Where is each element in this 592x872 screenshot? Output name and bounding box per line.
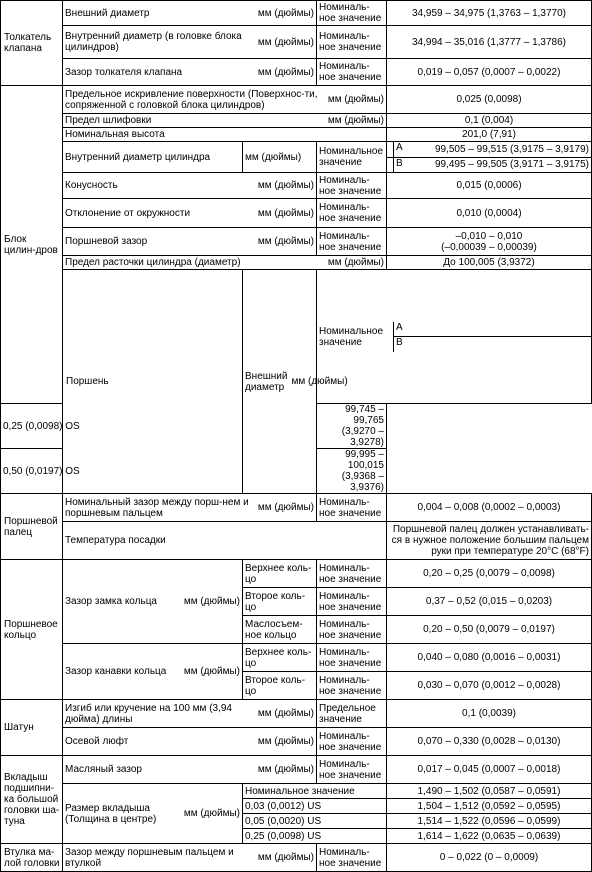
value-cell: 0,1 (0,0039) xyxy=(387,700,592,728)
table-row xyxy=(1,494,592,522)
table-row xyxy=(1,644,592,672)
units-label: мм (дюймы) xyxy=(327,257,384,268)
ring-type-label: Второе коль-цо xyxy=(243,672,317,700)
param-cell xyxy=(63,560,243,644)
param-label: Поршневой зазор xyxy=(65,236,148,247)
condition-label: Номиналь-ное значение xyxy=(317,59,387,86)
condition-label: Номинальное значение xyxy=(243,784,387,799)
param-label: Зазор канавки кольца xyxy=(65,666,167,677)
param-cell xyxy=(63,199,317,228)
table-row xyxy=(1,26,592,59)
table-row xyxy=(1,560,592,588)
param-cell xyxy=(63,59,317,86)
param-label: Внутренний диаметр (в головке блока цилиндров) xyxy=(65,31,242,53)
units-label: мм (дюймы) xyxy=(327,94,384,105)
group-label: Блок цилин-дров xyxy=(1,86,63,404)
param-label: Зазор замка кольца xyxy=(65,596,157,607)
units-label: мм (дюймы) xyxy=(257,736,314,747)
param-cell xyxy=(63,228,317,256)
value-cell: 0,010 (0,0004) xyxy=(387,199,592,228)
group-label: Поршень xyxy=(63,270,243,494)
ring-type-label: Второе коль-цо xyxy=(243,588,317,616)
units-label: мм (дюймы) xyxy=(327,115,384,126)
value-cell: 0,070 – 0,330 (0,0028 – 0,0130) xyxy=(387,728,592,756)
undersize-label: 0,25 (0,0098) US xyxy=(243,829,387,844)
value-cell: 1,614 – 1,622 (0,0635 – 0,0639) xyxy=(387,829,592,844)
param-cell xyxy=(243,270,348,494)
units-label: мм (дюймы) xyxy=(257,236,314,247)
table-row xyxy=(1,128,592,142)
units-label: мм (дюймы) xyxy=(257,502,314,513)
condition-label: Номиналь-ное значение xyxy=(317,616,387,644)
value-cell: 0,1 (0,004) xyxy=(387,114,592,128)
param-label: Зазор толкателя клапана xyxy=(65,66,183,78)
table-row xyxy=(1,728,592,756)
units-label: мм (дюймы) xyxy=(291,376,348,387)
table-row xyxy=(1,173,592,199)
units-label: мм (дюймы) xyxy=(183,596,240,607)
table-row xyxy=(1,756,592,784)
ring-type-label: Маслосъем-ное кольцо xyxy=(243,616,317,644)
param-cell xyxy=(63,756,317,784)
value-cell: 0,025 (0,0098) xyxy=(387,86,592,114)
param-cell xyxy=(63,256,387,270)
param-label: Предел расточки цилиндра (диаметр) xyxy=(65,257,241,268)
value-cell: 1,490 – 1,502 (0,0587 – 0,0591) xyxy=(387,784,592,799)
param-cell xyxy=(63,784,243,844)
units-label: мм (дюймы) xyxy=(257,207,314,219)
value-cell: 1,504 – 1,512 (0,0592 – 0,0595) xyxy=(387,799,592,814)
units-label: мм (дюймы) xyxy=(257,764,314,775)
undersize-label: 0,03 (0,0012) US xyxy=(243,799,387,814)
condition-label: Номиналь-ное значение xyxy=(317,228,387,256)
value-cell: 0,004 – 0,008 (0,0002 – 0,0003) xyxy=(387,494,592,522)
units-label: мм (дюймы) xyxy=(257,36,314,48)
group-label: Поршневой палец xyxy=(1,494,63,560)
condition-label: Номиналь-ное значение xyxy=(317,173,387,199)
condition-label: Номиналь-ное значение xyxy=(317,756,387,784)
table-row xyxy=(1,86,592,114)
condition-cell xyxy=(317,270,592,404)
value-cell: До 100,005 (3,9372) xyxy=(387,256,592,270)
value-cell: 34,959 – 34,975 (1,3763 – 1,3770) xyxy=(387,1,592,26)
param-label: Номинальный зазор между порш-нем и поршневым пальцем xyxy=(65,496,249,519)
oversize-label: 0,25 (0,0098) OS xyxy=(1,404,243,449)
param-cell xyxy=(63,700,317,728)
param-cell xyxy=(63,173,317,199)
value-cell: 99,505 – 99,515 (3,9175 – 3,9179) xyxy=(387,142,592,158)
ring-type-label: Верхнее коль-цо xyxy=(243,644,317,672)
value-cell: 1,514 – 1,522 (0,0596 – 0,0599) xyxy=(387,814,592,829)
value-cell: 0,017 – 0,045 (0,0007 – 0,0018) xyxy=(387,756,592,784)
table-row xyxy=(1,228,592,256)
param-label: Предел шлифовки xyxy=(65,115,152,126)
condition-label: Номиналь-ное значение xyxy=(317,644,387,672)
param-label: Размер вкладыша (Толщина в центре) xyxy=(65,802,157,825)
table-row xyxy=(1,114,592,128)
condition-label: Номиналь-ное значение xyxy=(317,1,387,26)
param-cell xyxy=(63,494,317,522)
value-line: –0,010 – 0,010 xyxy=(455,230,523,242)
condition-label: Номиналь-ное значение xyxy=(317,494,387,522)
param-cell xyxy=(63,644,243,700)
param-cell xyxy=(63,1,317,26)
condition-label: Номиналь-ное значение xyxy=(317,588,387,616)
param-label: Отклонение от окружности xyxy=(65,207,191,219)
param-label: Масляный зазор xyxy=(65,764,142,775)
table-row xyxy=(1,700,592,728)
value-cell: 0,015 (0,0006) xyxy=(387,173,592,199)
value-cell: Поршневой палец должен устанавливать-ся в нужное положение большим пальцем руки при температуре 20°C (68°F) xyxy=(387,522,592,560)
units-label: мм (дюймы) xyxy=(257,180,314,191)
param-cell xyxy=(63,26,317,59)
condition-label: Номиналь-ное значение xyxy=(317,26,387,59)
condition-label: Номиналь-ное значение xyxy=(317,672,387,700)
condition-label: Номиналь-ное значение xyxy=(317,560,387,588)
value-cell: 0,040 – 0,080 (0,0016 – 0,0031) xyxy=(387,644,592,672)
value-cell: 99,995 – 100,015 (3,9368 – 3,9376) xyxy=(317,449,387,494)
param-label: Зазор между поршневым пальцем и втулкой xyxy=(65,846,234,869)
value-line: (–0,00039 – 0,00039) xyxy=(441,241,537,253)
group-label: Шатун xyxy=(1,700,63,756)
units-label: мм (дюймы) xyxy=(257,7,314,19)
value-cell: 0,37 – 0,52 (0,015 – 0,0203) xyxy=(387,588,592,616)
units-label: мм (дюймы) xyxy=(183,808,240,819)
value-cell: 99,495 – 99,505 (3,9171 – 3,9175) xyxy=(387,157,592,173)
condition-label: Номинальное значение xyxy=(317,142,394,172)
units-label: мм (дюймы) xyxy=(183,666,240,677)
grade-a-label: A xyxy=(394,142,403,158)
condition-label: Номиналь-ное значение xyxy=(317,199,387,228)
param-label: Изгиб или кручение на 100 мм (3,94 дюйма) длины xyxy=(65,702,232,725)
value-cell: 0,030 – 0,070 (0,0012 – 0,0028) xyxy=(387,672,592,700)
grade-b-label: B xyxy=(396,337,403,348)
ring-type-label: Верхнее коль-цо xyxy=(243,560,317,588)
table-row xyxy=(1,844,592,872)
param-label: Осевой люфт xyxy=(65,736,129,747)
value-cell xyxy=(387,228,592,256)
table-row xyxy=(1,142,592,158)
param-cell xyxy=(63,728,317,756)
units-label: мм (дюймы) xyxy=(243,142,317,173)
condition-label: Номинальное значение xyxy=(317,322,394,352)
param-label: Предельное искривление поверхности (Поверхнос-ти, сопряженной с головкой блока цилиндров) xyxy=(65,88,318,111)
group-label: Толкатель клапана xyxy=(1,1,63,86)
value-cell: 0,20 – 0,50 (0,0079 – 0,0197) xyxy=(387,616,592,644)
condition-label: Предельное значение xyxy=(317,700,387,728)
table-row xyxy=(1,270,592,337)
table-row xyxy=(1,256,592,270)
units-label: мм (дюймы) xyxy=(257,708,314,719)
value-cell: 0,20 – 0,25 (0,0079 – 0,0098) xyxy=(387,560,592,588)
undersize-label: 0,05 (0,0020) US xyxy=(243,814,387,829)
param-label: Внешний диаметр xyxy=(245,370,288,393)
oversize-label: 0,50 (0,0197) OS xyxy=(1,449,243,494)
param-label: Внутренний диаметр цилиндра xyxy=(63,142,243,173)
units-label: мм (дюймы) xyxy=(257,852,314,863)
param-cell xyxy=(63,844,317,872)
condition-cell xyxy=(317,142,403,173)
group-label: Поршневое кольцо xyxy=(1,560,63,700)
condition-label: Номиналь-ное значение xyxy=(317,728,387,756)
condition-label: Номиналь-ное значение xyxy=(317,844,387,872)
grade-a-label: A xyxy=(394,322,591,338)
value-cell: 201,0 (7,91) xyxy=(387,128,592,142)
table-row xyxy=(1,1,592,26)
param-cell xyxy=(63,114,387,128)
value-cell: 99,745 – 99,765 (3,9270 – 3,9278) xyxy=(317,404,387,449)
table-row xyxy=(1,784,592,799)
value-cell: 0,019 – 0,057 (0,0007 – 0,0022) xyxy=(387,59,592,86)
param-label: Номинальная высота xyxy=(63,128,387,142)
param-label: Температура посадки xyxy=(63,522,387,560)
grade-b-label: B xyxy=(396,157,403,169)
table-row xyxy=(1,59,592,86)
group-label: Втулка ма-лой головки xyxy=(1,844,63,872)
param-label: Внешний диаметр xyxy=(65,7,150,19)
table-row xyxy=(1,199,592,228)
units-label: мм (дюймы) xyxy=(257,66,314,78)
value-cell: 34,994 – 35,016 (1,3777 – 1,3786) xyxy=(387,26,592,59)
value-cell: 0 – 0,022 (0 – 0,0009) xyxy=(387,844,592,872)
table-row xyxy=(1,522,592,560)
param-label: Конусность xyxy=(65,180,118,191)
group-label: Вкладыш подшипни-ка большой головки ша-туна xyxy=(1,756,63,844)
param-cell xyxy=(63,86,387,114)
